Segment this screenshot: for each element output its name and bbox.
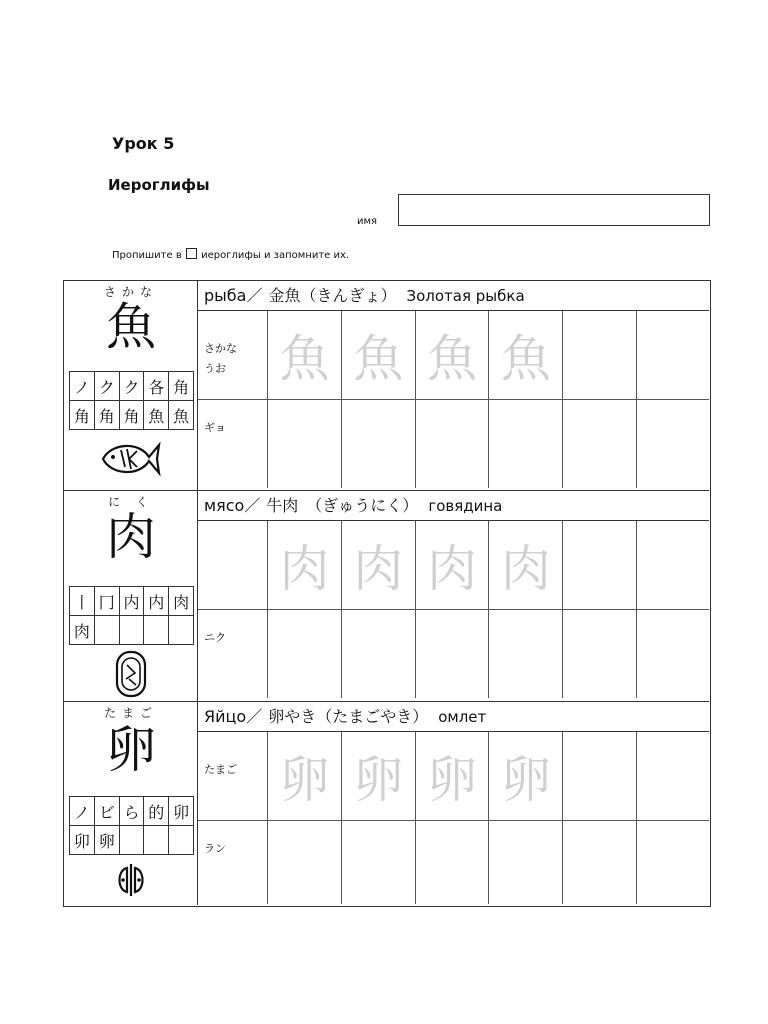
- practice-cell[interactable]: [636, 821, 709, 905]
- vocab-header: [198, 491, 709, 521]
- trace-cell[interactable]: 卵: [268, 732, 342, 821]
- kun-reading-2: うお: [204, 362, 226, 375]
- stroke-step: ら: [119, 797, 144, 826]
- stroke-step: ク: [119, 372, 144, 401]
- kanji-info: [64, 702, 198, 905]
- practice-cell[interactable]: [415, 400, 489, 489]
- kanji-reading: に く: [108, 495, 154, 509]
- kanji-char: 魚: [106, 298, 156, 356]
- stroke-step: ク: [94, 372, 119, 401]
- kanji-reading: たまご: [103, 706, 158, 720]
- practice-area: [198, 702, 709, 905]
- practice-cell[interactable]: [636, 521, 709, 610]
- practice-cell[interactable]: [489, 610, 563, 699]
- vocab-word: мясо／: [204, 496, 261, 515]
- trace-cell[interactable]: 魚: [489, 311, 563, 400]
- meat-pictogram-icon: [64, 649, 198, 703]
- kun-reading: [198, 521, 268, 610]
- stroke-step: 丨: [70, 587, 95, 616]
- practice-cell[interactable]: [268, 610, 342, 699]
- practice-cell[interactable]: [636, 732, 709, 821]
- stroke-step: 冂: [94, 587, 119, 616]
- stroke-step: 肉: [70, 616, 95, 645]
- stroke-step: [144, 616, 169, 645]
- stroke-step: [119, 616, 144, 645]
- stroke-step: 各: [144, 372, 169, 401]
- kanji-info: [64, 491, 198, 702]
- kanji-char: 肉: [106, 508, 156, 566]
- vocab-header: [198, 281, 709, 311]
- practice-cell[interactable]: [563, 311, 636, 400]
- kanji-block-egg: [64, 702, 709, 905]
- practice-cell[interactable]: [636, 311, 709, 400]
- kanji-block-meat: [64, 491, 709, 702]
- trace-cell[interactable]: 魚: [415, 311, 489, 400]
- stroke-step: [169, 826, 194, 855]
- on-reading: ニク: [198, 610, 268, 699]
- stroke-step: 魚: [144, 401, 169, 430]
- kanji-char: 卵: [106, 721, 156, 779]
- vocab-header: [198, 702, 709, 732]
- kun-reading-1: さかな: [204, 342, 237, 355]
- practice-cell[interactable]: [563, 610, 636, 699]
- stroke-step: 的: [144, 797, 169, 826]
- stroke-step: 内: [119, 587, 144, 616]
- trace-cell[interactable]: 魚: [341, 311, 415, 400]
- name-label: имя: [357, 216, 378, 227]
- writing-grid: [198, 521, 709, 698]
- stroke-step: [144, 826, 169, 855]
- fish-pictogram-icon: [64, 439, 198, 483]
- stroke-step: 内: [144, 587, 169, 616]
- practice-sheet: [63, 280, 711, 907]
- practice-area: [198, 281, 709, 491]
- stroke-step: 角: [70, 401, 95, 430]
- kanji-info: [64, 281, 198, 491]
- practice-cell[interactable]: [415, 821, 489, 905]
- stroke-step: [169, 616, 194, 645]
- stroke-step: [94, 616, 119, 645]
- stroke-step: 角: [169, 372, 194, 401]
- trace-cell[interactable]: 卵: [489, 732, 563, 821]
- vocab-translation: говядина: [428, 497, 503, 515]
- practice-cell[interactable]: [636, 610, 709, 699]
- trace-cell[interactable]: 卵: [341, 732, 415, 821]
- trace-cell[interactable]: 魚: [268, 311, 342, 400]
- practice-cell[interactable]: [636, 400, 709, 489]
- vocab-jp: 卵やき（たまごやき）: [268, 707, 429, 726]
- practice-cell[interactable]: [489, 821, 563, 905]
- stroke-step: 角: [119, 401, 144, 430]
- trace-cell[interactable]: 肉: [268, 521, 342, 610]
- stroke-step: ノ: [70, 372, 95, 401]
- practice-cell[interactable]: [415, 610, 489, 699]
- trace-cell[interactable]: 卵: [415, 732, 489, 821]
- stroke-step: ビ: [94, 797, 119, 826]
- practice-cell[interactable]: [341, 610, 415, 699]
- practice-cell[interactable]: [563, 521, 636, 610]
- stroke-step: 卯: [169, 797, 194, 826]
- name-field[interactable]: [398, 194, 710, 226]
- practice-area: [198, 491, 709, 702]
- practice-cell[interactable]: [268, 400, 342, 489]
- stroke-step: 魚: [169, 401, 194, 430]
- stroke-step: 卯: [70, 826, 95, 855]
- practice-cell[interactable]: [563, 400, 636, 489]
- practice-cell[interactable]: [489, 400, 563, 489]
- on-reading: ギョ: [198, 400, 268, 489]
- practice-cell[interactable]: [563, 821, 636, 905]
- instruction-after: иероглифы и запомните их.: [201, 250, 350, 261]
- stroke-order: [69, 586, 194, 645]
- kun-reading-1: たまご: [204, 763, 237, 776]
- kanji-reading: さかな: [103, 285, 158, 299]
- instruction-before: Пропишите в: [112, 250, 182, 261]
- egg-pictogram-icon: [64, 862, 198, 902]
- trace-cell[interactable]: 肉: [489, 521, 563, 610]
- practice-cell[interactable]: [563, 732, 636, 821]
- vocab-translation: омлет: [438, 708, 487, 726]
- kun-reading: [198, 732, 268, 821]
- on-reading: ラン: [198, 821, 268, 905]
- stroke-step: ノ: [70, 797, 95, 826]
- stroke-order: [69, 371, 194, 430]
- practice-cell[interactable]: [341, 400, 415, 489]
- writing-grid: [198, 311, 709, 488]
- practice-cell[interactable]: [341, 821, 415, 905]
- kanji-block-fish: [64, 281, 709, 491]
- stroke-order: [69, 796, 194, 855]
- instruction: [112, 248, 349, 261]
- stroke-step: 角: [94, 401, 119, 430]
- writing-grid: [198, 732, 709, 904]
- stroke-step: 肉: [169, 587, 194, 616]
- practice-cell[interactable]: [268, 821, 342, 905]
- stroke-step: [119, 826, 144, 855]
- section-title: Иероглифы: [108, 176, 210, 194]
- vocab-jp: 牛肉 （ぎゅうにく）: [266, 496, 419, 515]
- square-icon: [186, 248, 197, 259]
- vocab-jp: 金魚（きんぎょ）: [268, 286, 397, 305]
- vocab-word: Яйцо／: [204, 707, 263, 726]
- kun-reading: [198, 311, 268, 400]
- lesson-title: Урок 5: [112, 134, 175, 153]
- trace-cell[interactable]: 肉: [415, 521, 489, 610]
- vocab-word: рыба／: [204, 286, 263, 305]
- vocab-translation: Золотая рыбка: [406, 287, 525, 305]
- trace-cell[interactable]: 肉: [341, 521, 415, 610]
- stroke-step: 卵: [94, 826, 119, 855]
